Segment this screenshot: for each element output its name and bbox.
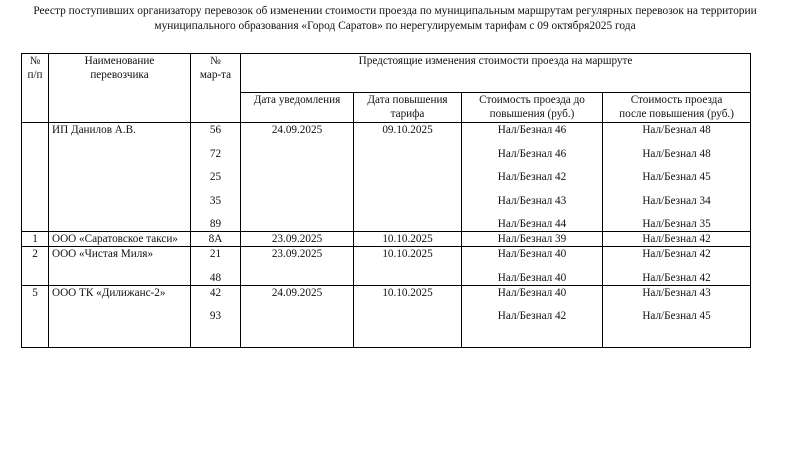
row-raise-date: 10.10.2025 bbox=[354, 247, 462, 286]
header-notice-date: Дата уведомления bbox=[241, 93, 354, 123]
header-changes-cell: Предстоящие изменения стоимости проезда на маршруте bbox=[241, 54, 751, 93]
header-route-cell bbox=[191, 54, 241, 123]
route-number: 93 bbox=[209, 310, 222, 322]
table-row bbox=[22, 285, 751, 347]
header-price-after-line2: после повышения (руб.) bbox=[619, 108, 734, 120]
price-after: Нал/Безнал 42 bbox=[642, 271, 711, 284]
price-before: Нал/Безнал 40 bbox=[497, 248, 567, 260]
row-notice-date: 24.09.2025 bbox=[241, 285, 354, 347]
header-price-after bbox=[603, 93, 751, 123]
row-num bbox=[22, 123, 49, 232]
title-line-1: Реестр поступивших организатору перевозок об изменении стоимости проезда по муниципальным маршрутам регулярных перевозок на территории bbox=[33, 5, 757, 17]
route-number: 56 bbox=[209, 124, 222, 136]
row-raise-date: 10.10.2025 bbox=[354, 232, 462, 247]
price-before: Нал/Безнал 39 bbox=[462, 232, 603, 247]
header-price-after-line1: Стоимость проезда bbox=[630, 94, 723, 106]
header-price-before bbox=[462, 93, 603, 123]
header-carrier-line2: перевозчика bbox=[90, 69, 149, 81]
tariff-registry-table bbox=[21, 53, 751, 348]
table-row bbox=[22, 232, 751, 247]
price-after: Нал/Безнал 48 bbox=[642, 147, 711, 160]
document-title bbox=[8, 4, 782, 34]
table-row bbox=[22, 247, 751, 286]
header-carrier-cell bbox=[49, 54, 191, 123]
row-num: 1 bbox=[22, 232, 49, 247]
table-row bbox=[22, 123, 751, 232]
header-raise-date-line2: тарифа bbox=[390, 108, 425, 120]
price-before: Нал/Безнал 42 bbox=[497, 171, 567, 183]
route-number: 42 bbox=[209, 286, 222, 299]
row-prices-before bbox=[462, 285, 603, 347]
header-carrier-line1: Наименование bbox=[84, 55, 155, 67]
route-number: 89 bbox=[209, 218, 222, 230]
row-raise-date: 10.10.2025 bbox=[354, 285, 462, 347]
row-num: 5 bbox=[22, 285, 49, 347]
header-raise-date-line1: Дата повышения bbox=[367, 94, 448, 106]
header-num-line2: п/п bbox=[27, 69, 43, 81]
row-carrier: ООО «Чистая Миля» bbox=[49, 247, 191, 286]
price-after: Нал/Безнал 42 bbox=[603, 232, 751, 247]
price-after: Нал/Безнал 48 bbox=[642, 124, 711, 136]
row-notice-date: 23.09.2025 bbox=[241, 232, 354, 247]
row-raise-date: 09.10.2025 bbox=[354, 123, 462, 232]
route-number: 48 bbox=[209, 271, 222, 284]
price-before: Нал/Безнал 43 bbox=[497, 194, 567, 207]
row-routes bbox=[191, 285, 241, 347]
row-carrier: ООО «Саратовское такси» bbox=[49, 232, 191, 247]
header-row-top bbox=[22, 54, 751, 93]
price-after: Нал/Безнал 45 bbox=[642, 310, 711, 322]
price-after: Нал/Безнал 35 bbox=[642, 218, 711, 230]
price-after: Нал/Безнал 34 bbox=[642, 194, 711, 207]
route-number: 8А bbox=[191, 232, 241, 247]
price-before: Нал/Безнал 42 bbox=[497, 310, 567, 322]
route-number: 25 bbox=[209, 171, 222, 183]
header-route-line2: мар-та bbox=[199, 69, 232, 81]
price-before: Нал/Безнал 40 bbox=[497, 271, 567, 284]
row-prices-before bbox=[462, 247, 603, 286]
header-num-line1: № bbox=[29, 55, 41, 67]
header-raise-date bbox=[354, 93, 462, 123]
price-after: Нал/Безнал 45 bbox=[642, 171, 711, 183]
price-after: Нал/Безнал 43 bbox=[642, 286, 711, 299]
route-number: 21 bbox=[209, 248, 222, 260]
row-prices-before bbox=[462, 123, 603, 232]
header-num-cell bbox=[22, 54, 49, 123]
row-prices-after bbox=[603, 285, 751, 347]
row-routes bbox=[191, 247, 241, 286]
route-number: 72 bbox=[209, 147, 222, 160]
row-prices-after bbox=[603, 123, 751, 232]
price-before: Нал/Безнал 44 bbox=[497, 218, 567, 230]
price-before: Нал/Безнал 46 bbox=[497, 124, 567, 136]
row-notice-date: 24.09.2025 bbox=[241, 123, 354, 232]
title-line-2: муниципального образования «Город Саратов» по нерегулируемым тарифам с 09 октября2025 года bbox=[154, 20, 636, 32]
row-prices-after bbox=[603, 247, 751, 286]
price-before: Нал/Безнал 46 bbox=[497, 147, 567, 160]
row-carrier: ООО ТК «Дилижанс-2» bbox=[49, 285, 191, 347]
price-before: Нал/Безнал 40 bbox=[497, 286, 567, 299]
row-num: 2 bbox=[22, 247, 49, 286]
row-carrier: ИП Данилов А.В. bbox=[49, 123, 191, 232]
route-number: 35 bbox=[209, 194, 222, 207]
header-route-line1: № bbox=[210, 55, 221, 67]
price-after: Нал/Безнал 42 bbox=[642, 248, 711, 260]
row-notice-date: 23.09.2025 bbox=[241, 247, 354, 286]
row-routes bbox=[191, 123, 241, 232]
header-price-before-line2: повышения (руб.) bbox=[489, 108, 575, 120]
header-price-before-line1: Стоимость проезда до bbox=[479, 94, 585, 106]
